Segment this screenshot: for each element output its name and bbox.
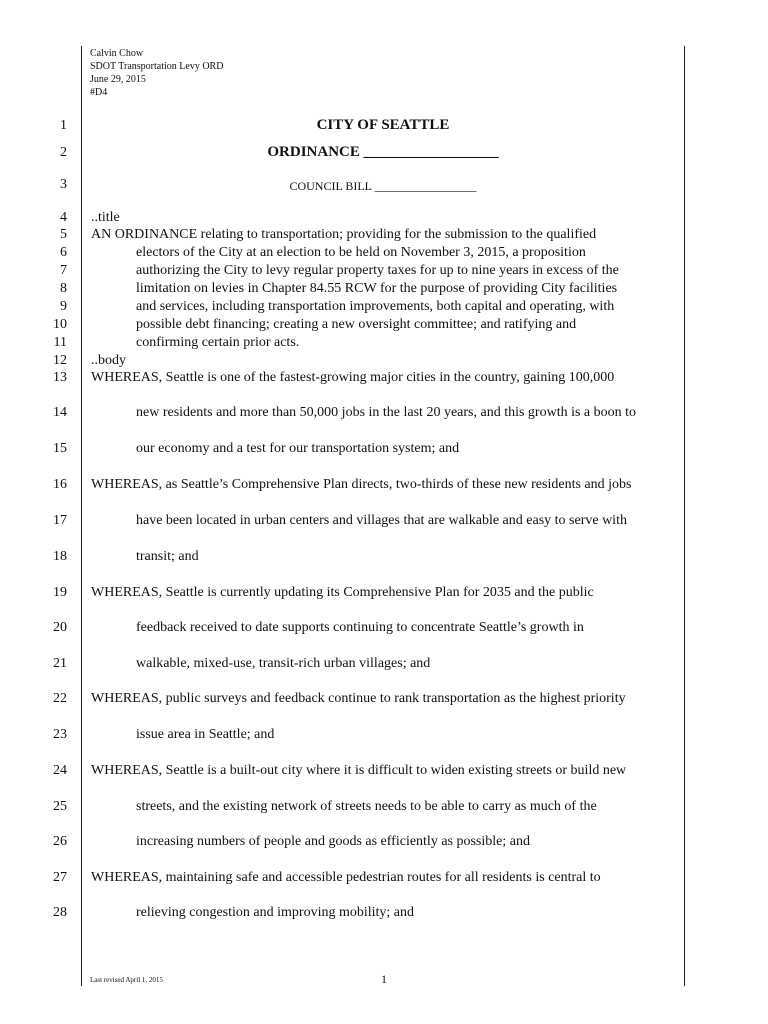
line-number: 18 [53,549,67,564]
line-number: 7 [60,263,67,278]
whereas-text-line: WHEREAS, Seattle is currently updating its Comprehensive Plan for 2035 and the public [91,585,594,600]
whereas-text-line: WHEREAS, maintaining safe and accessible pedestrian routes for all residents is central to [91,870,601,885]
line-number: 3 [60,177,67,192]
line-number: 2 [60,145,67,160]
line-number: 25 [53,799,67,814]
whereas-text-line: relieving congestion and improving mobility; and [136,905,415,920]
whereas-text-line: issue area in Seattle; and [136,727,275,742]
whereas-text-line: WHEREAS, Seattle is a built-out city where it is difficult to widen existing streets or build new [91,763,627,778]
line-number: 20 [53,620,67,635]
council-bill-line: COUNCIL BILL _________________ [289,179,477,193]
header-date: June 29, 2015 [90,74,146,85]
line-number: 22 [53,691,67,706]
ordinance-text-line: and services, including transportation improvements, both capital and operating, with [136,299,615,314]
whereas-text-line: WHEREAS, as Seattle’s Comprehensive Plan directs, two-thirds of these new residents and jobs [91,477,632,492]
line-number: 26 [53,834,67,849]
whereas-text-line: feedback received to date supports continuing to concentrate Seattle’s growth in [136,620,584,635]
body-marker: ..body [91,353,126,368]
line-number: 14 [53,405,67,420]
line-number: 16 [53,477,67,492]
ordinance-text-line: limitation on levies in Chapter 84.55 RCW for the purpose of providing City facilities [136,281,618,296]
whereas-text-line: streets, and the existing network of streets needs to be able to carry as much of the [136,799,597,814]
whereas-text-line: new residents and more than 50,000 jobs in the last 20 years, and this growth is a boon to [136,405,637,420]
line-number: 21 [53,656,67,671]
header-doc-name: SDOT Transportation Levy ORD [90,61,224,72]
line-number: 8 [60,281,67,296]
whereas-text-line: have been located in urban centers and villages that are walkable and easy to serve with [136,513,627,528]
footer-revised-date: Last revised April 1, 2015 [90,976,163,984]
document-header [90,47,223,99]
line-number: 1 [60,118,67,133]
line-number: 12 [53,353,67,368]
line-number: 5 [60,227,67,242]
whereas-text-line: WHEREAS, Seattle is one of the fastest-growing major cities in the country, gaining 100,000 [91,370,615,385]
line-number: 19 [53,585,67,600]
city-heading: CITY OF SEATTLE [316,117,450,133]
line-number: 9 [60,299,67,314]
right-margin-rule [684,46,685,986]
ordinance-heading: ORDINANCE __________________ [267,144,499,160]
line-number: 28 [53,905,67,920]
whereas-text-line: WHEREAS, public surveys and feedback continue to rank transportation as the highest priority [91,691,626,706]
line-number: 6 [60,245,67,260]
line-number: 23 [53,727,67,742]
line-number: 10 [53,317,67,332]
header-draft: #D4 [90,87,108,98]
line-number: 11 [53,335,67,350]
line-number: 13 [53,370,67,385]
line-number: 4 [60,210,67,225]
whereas-text-line: increasing numbers of people and goods as efficiently as possible; and [136,834,530,849]
ordinance-text-line: confirming certain prior acts. [136,335,300,350]
whereas-text-line: walkable, mixed-use, transit-rich urban villages; and [136,656,431,671]
title-marker: ..title [91,210,120,225]
ordinance-text-line: AN ORDINANCE relating to transportation; providing for the submission to the qualified [91,227,597,242]
page-number: 1 [381,972,387,986]
line-number: 15 [53,441,67,456]
ordinance-text-line: authorizing the City to levy regular property taxes for up to nine years in excess of the [136,263,619,278]
line-number: 24 [53,763,67,778]
whereas-text-line: transit; and [136,549,199,564]
header-author: Calvin Chow [90,48,144,59]
line-number: 27 [53,870,67,885]
whereas-text-line: our economy and a test for our transportation system; and [136,441,460,456]
ordinance-text-line: electors of the City at an election to be held on November 3, 2015, a proposition [136,245,586,260]
ordinance-text-line: possible debt financing; creating a new oversight committee; and ratifying and [136,317,577,332]
line-number: 17 [53,513,67,528]
